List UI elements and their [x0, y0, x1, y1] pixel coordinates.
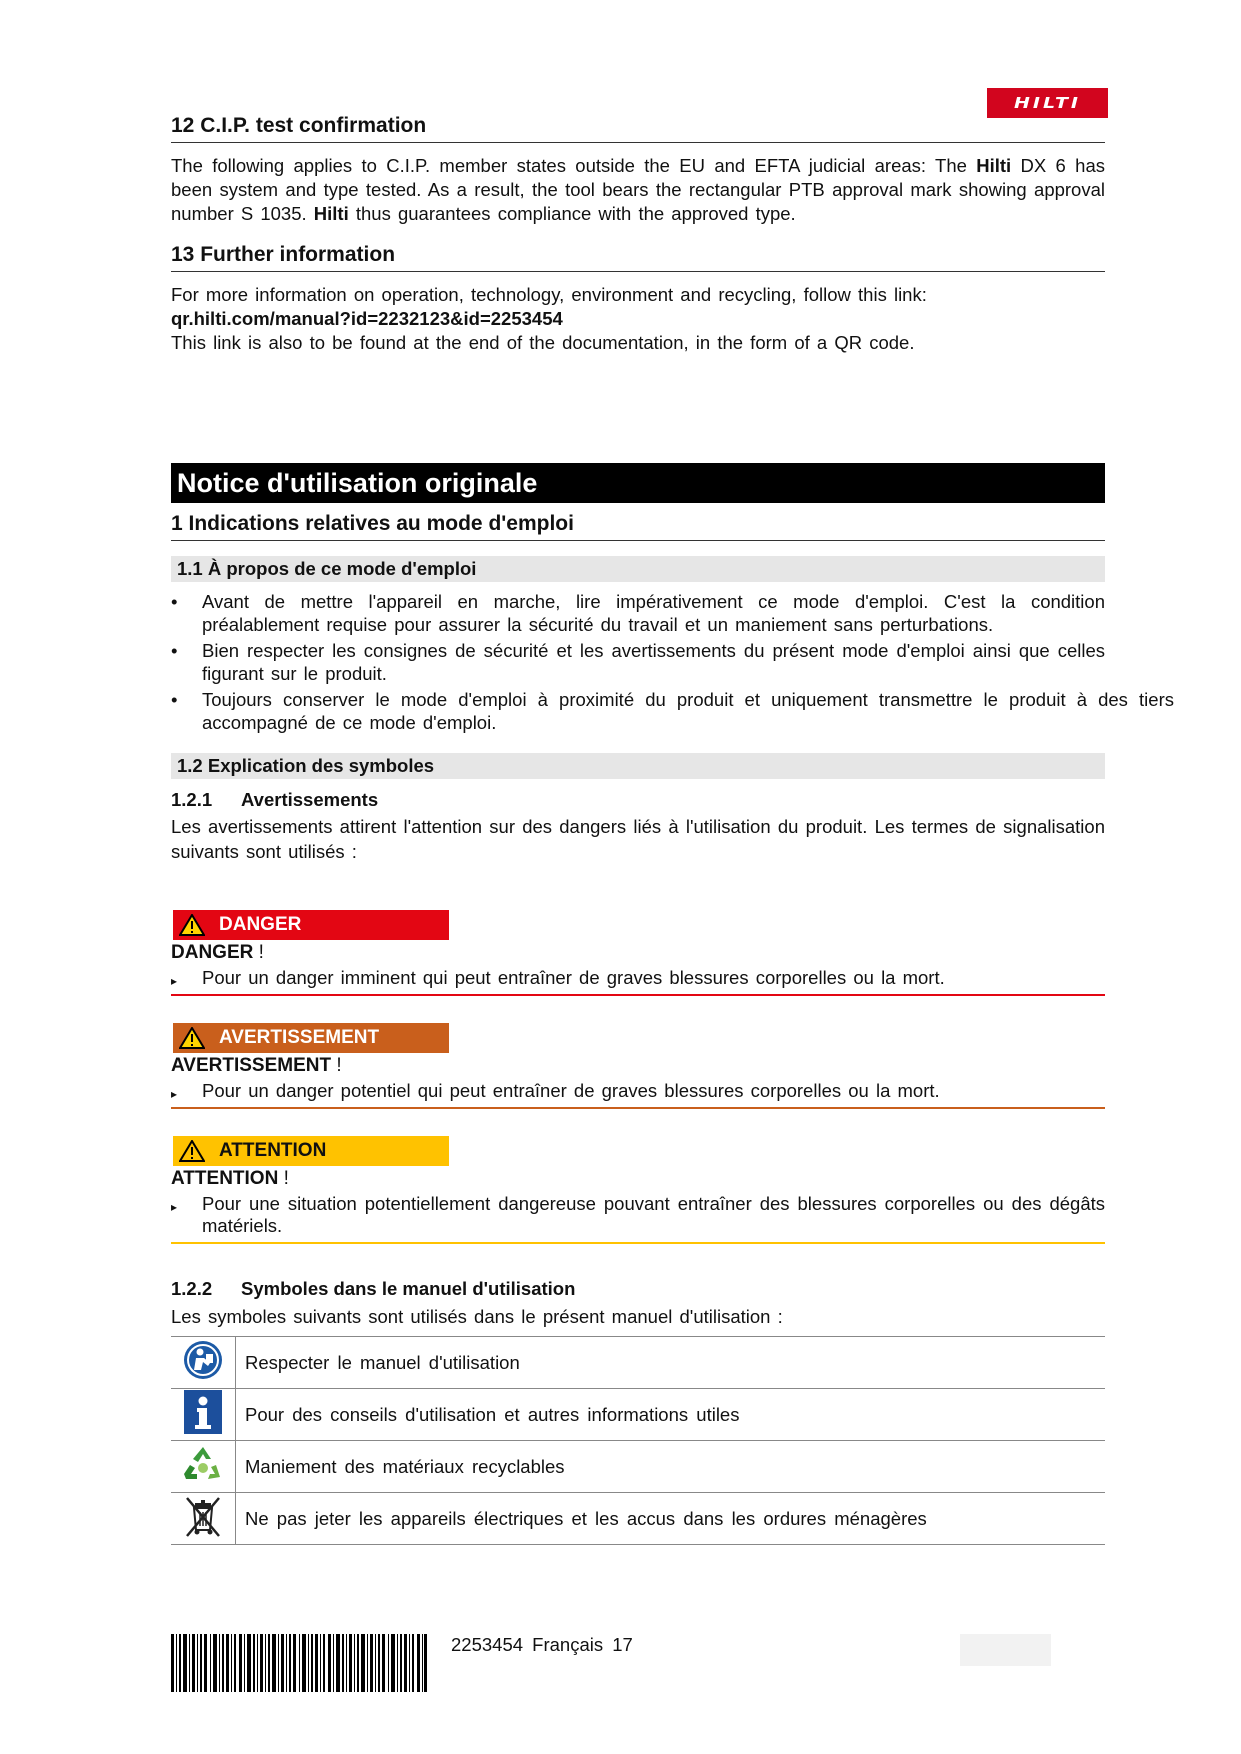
table-row [171, 1441, 1105, 1493]
list-item: • Bien respecter les consignes de sécurité et les avertissements du présent mode d'emploi ainsi que celles figurant sur le produit. [171, 640, 1105, 684]
page-footer [171, 1634, 1105, 1694]
danger-rule [171, 994, 1105, 996]
warnings-intro: Les avertissements attirent l'attention sur des dangers liés à l'utilisation du produit. Les termes de signalisation suivants sont utilisés : [171, 816, 1105, 862]
attention-label: ATTENTION [173, 1136, 449, 1166]
table-row [171, 1493, 1105, 1545]
danger-label: DANGER [173, 910, 449, 940]
symbol-description: Pour des conseils d'utilisation et autres informations utiles [236, 1389, 1106, 1441]
signal-avertissement [171, 1023, 1105, 1109]
section-13-line: For more information on operation, technology, environment and recycling, follow this link: [171, 284, 927, 305]
warning-icon [179, 1140, 205, 1162]
avertissement-word: AVERTISSEMENT ! [171, 1055, 342, 1076]
attention-rule [171, 1242, 1105, 1244]
avertissement-rule [171, 1107, 1105, 1109]
symbols-intro: Les symboles suivants sont utilisés dans le présent manuel d'utilisation : [171, 1306, 783, 1327]
french-section [171, 463, 1174, 864]
section-13-qr-note: This link is also to be found at the end of the documentation, in the form of a QR code. [171, 332, 915, 353]
signal-attention [171, 1136, 1105, 1244]
bullet-list [171, 591, 1174, 734]
hilti-logo: HILTI [987, 88, 1108, 118]
section-1-2-2 [171, 1278, 1105, 1545]
list-item: • Avant de mettre l'appareil en marche, lire impérativement ce mode d'emploi. C'est la condition préalablement requise pour assurer la sécurité du travail et un maniement sans perturbations. [171, 591, 1105, 635]
danger-description: ▸ Pour un danger imminent qui peut entraîner de graves blessures corporelles ou la mort. [171, 967, 945, 988]
section-1-2-heading: 1.2 Explication des symboles [171, 753, 1105, 779]
section-1-2-1-heading: 1.2.1 Avertissements [171, 789, 379, 810]
section-1-heading: 1 Indications relatives au mode d'emploi [171, 512, 1105, 541]
symbol-description: Respecter le manuel d'utilisation [236, 1337, 1106, 1389]
section-12-text: The following applies to C.I.P. member states outside the EU and EFTA judicial areas: The Hilti DX 6 has been system and type tested. As a result, the tool bears the rectangular PTB approval mark showing approval number S 1035. Hilti thus guarantees compliance with the approved type. [171, 155, 1105, 224]
section-12-heading: 12 C.I.P. test confirmation [171, 114, 1105, 143]
warning-icon [179, 1027, 205, 1049]
footer-info: 2253454 Français 17 [451, 1634, 633, 1655]
section-13 [171, 243, 1105, 355]
attention-description: ▸ Pour une situation potentiellement dangereuse pouvant entraîner des blessures corporelles ou des dégâts matériels. [171, 1193, 1105, 1236]
section-12 [171, 114, 1105, 226]
symbol-description: Ne pas jeter les appareils électriques et les accus dans les ordures ménagères [236, 1493, 1106, 1545]
signal-danger [171, 910, 1105, 996]
read-manual-icon [182, 1339, 224, 1381]
manual-link[interactable]: qr.hilti.com/manual?id=2232123&id=2253454 [171, 308, 563, 329]
symbol-description: Maniement des matériaux recyclables [236, 1441, 1106, 1493]
table-row [171, 1389, 1105, 1441]
original-instructions-banner: Notice d'utilisation originale [171, 463, 1105, 503]
barcode-icon [171, 1634, 427, 1692]
danger-word: DANGER ! [171, 942, 264, 963]
section-1-1-heading: 1.1 À propos de ce mode d'emploi [171, 556, 1105, 582]
crossed-bin-icon [183, 1494, 223, 1538]
avertissement-label: AVERTISSEMENT [173, 1023, 449, 1053]
avertissement-description: ▸ Pour un danger potentiel qui peut entraîner de graves blessures corporelles ou la mort. [171, 1080, 940, 1101]
warning-icon [179, 914, 205, 936]
table-row [171, 1337, 1105, 1389]
symbols-table [171, 1336, 1105, 1545]
page-tab [960, 1634, 1051, 1666]
recycle-icon [182, 1443, 224, 1485]
section-1-2-2-heading: 1.2.2 Symboles dans le manuel d'utilisation [171, 1278, 576, 1299]
info-icon [184, 1390, 222, 1434]
section-13-heading: 13 Further information [171, 243, 1105, 272]
list-item: • Toujours conserver le mode d'emploi à proximité du produit et uniquement transmettre le produit à des tiers accompagné de ce mode d'emploi. [171, 689, 1174, 733]
attention-word: ATTENTION ! [171, 1168, 289, 1189]
